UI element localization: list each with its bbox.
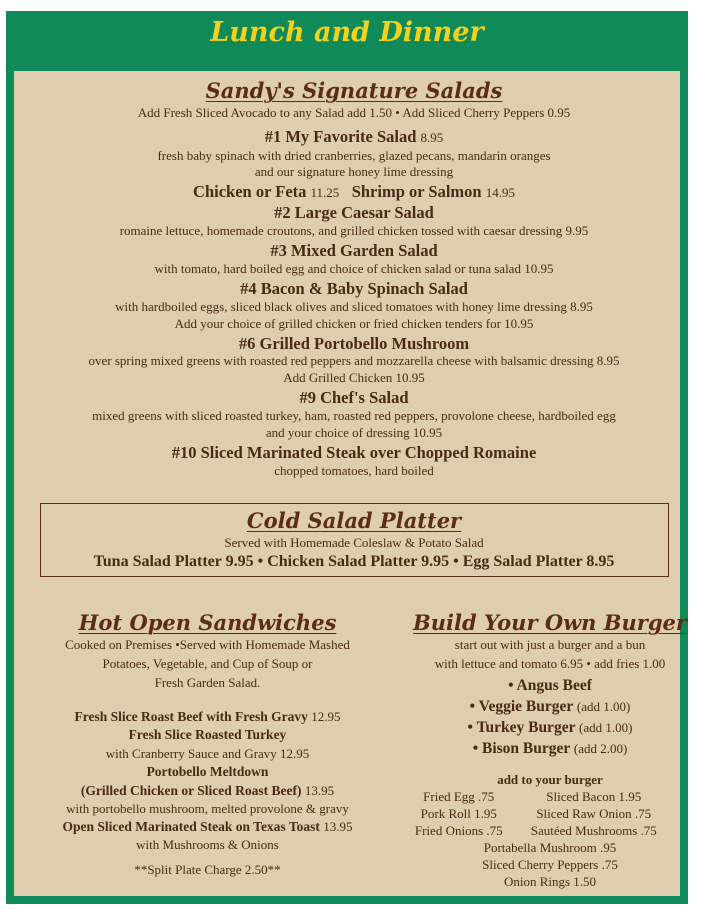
salad-desc: chopped tomatoes, hard boiled <box>274 463 434 478</box>
salad-desc: with hardboiled eggs, sliced black olives and sliced tomatoes with honey lime dressing 8.95 <box>115 299 593 314</box>
addon-item: Onion Rings 1.50 <box>503 874 597 889</box>
salads-heading: Sandy's Signature Salads <box>205 78 503 103</box>
sandwich-name: Open Sliced Marinated Steak on Texas Toast <box>62 819 320 834</box>
burger-addons-heading: add to your burger <box>497 772 603 787</box>
addon-item: Portabella Mushroom .95 <box>483 840 617 855</box>
salad-desc: mixed greens with sliced roasted turkey, ham, roasted red peppers, provolone cheese, hardboiled egg <box>92 408 616 423</box>
burger-option <box>380 740 708 758</box>
burger-addons-table <box>398 788 668 839</box>
sandwich-price: 13.95 <box>323 819 353 834</box>
hot-intro: Cooked on Premises •Served with Homemade Mashed <box>65 637 350 652</box>
burger-option-name: Turkey Burger <box>476 719 576 736</box>
sandwich-steak <box>20 819 395 835</box>
cold-platter-note: Served with Homemade Coleslaw & Potato Salad <box>224 535 484 550</box>
salad-desc: Add Grilled Chicken 10.95 <box>283 370 425 385</box>
menu-banner <box>6 11 688 71</box>
burger-option-name: Veggie Burger <box>478 698 573 715</box>
sandwich-turkey: Fresh Slice Roasted Turkey <box>128 727 287 742</box>
sandwich-sub: (Grilled Chicken or Sliced Roast Beef) <box>80 783 302 798</box>
burger-option-price: (add 2.00) <box>573 741 628 756</box>
sandwich-portobello: Portobello Meltdown <box>146 764 269 779</box>
burger-intro: with lettuce and tomato 6.95 • add fries 1.00 <box>434 656 666 671</box>
protein-option-price: 11.25 <box>310 185 340 200</box>
salad-protein-options <box>0 182 708 202</box>
sandwich-desc: with Mushrooms & Onions <box>136 837 279 852</box>
salad-item-9: #9 Chef's Salad <box>299 388 409 407</box>
salad-name: #1 My Favorite Salad <box>264 127 417 146</box>
salad-item-2: #2 Large Caesar Salad <box>274 203 434 222</box>
hot-intro: Potatoes, Vegetable, and Cup of Soup or <box>102 656 313 671</box>
burger-option-name: Bison Burger <box>482 740 570 757</box>
menu-title: Lunch and Dinner <box>210 17 484 48</box>
burger-option-price: (add 1.00) <box>576 699 631 714</box>
burger-option <box>380 698 708 716</box>
bullet: • <box>472 740 479 757</box>
sandwich-roast-beef <box>20 709 395 725</box>
addon-item: Sliced Raw Onion .75 <box>536 805 652 821</box>
salad-desc: with tomato, hard boiled egg and choice of chicken salad or tuna salad 10.95 <box>154 261 554 276</box>
salad-item-6: #6 Grilled Portobello Mushroom <box>238 334 470 353</box>
addon-row <box>398 822 668 839</box>
protein-option-name: Shrimp or Salmon <box>351 182 482 201</box>
sandwich-desc: with portobello mushroom, melted provolone & gravy <box>66 801 349 816</box>
burger-option <box>380 719 708 737</box>
salad-desc: and our signature honey lime dressing <box>254 164 454 179</box>
addon-row <box>398 805 668 822</box>
hot-intro: Fresh Garden Salad. <box>154 675 261 690</box>
sandwich-name: Fresh Slice Roast Beef with Fresh Gravy <box>74 709 308 724</box>
salad-desc: Add your choice of grilled chicken or fried chicken tenders for 10.95 <box>174 316 534 331</box>
cold-platter-heading: Cold Salad Platter <box>246 508 462 533</box>
salad-item-1 <box>0 127 708 147</box>
burger-heading: Build Your Own Burger <box>413 610 687 635</box>
salad-item-4: #4 Bacon & Baby Spinach Salad <box>240 279 468 298</box>
bullet: • <box>467 719 473 736</box>
addon-row <box>398 788 668 805</box>
protein-option-price: 14.95 <box>485 185 515 200</box>
salad-desc: and your choice of dressing 10.95 <box>265 425 443 440</box>
salad-price: 8.95 <box>420 130 444 145</box>
salad-desc: romaine lettuce, homemade croutons, and grilled chicken tossed with caesar dressing 9.95 <box>119 223 589 238</box>
salad-item-10: #10 Sliced Marinated Steak over Chopped Romaine <box>171 443 537 462</box>
burger-option <box>380 677 708 695</box>
addon-item: Sautéed Mushrooms .75 <box>530 822 657 838</box>
burger-option-name: Angus Beef <box>516 677 592 694</box>
sandwich-portobello-options <box>20 783 395 799</box>
cold-platter-line: Tuna Salad Platter 9.95 • Chicken Salad Platter 9.95 • Egg Salad Platter 8.95 <box>93 553 615 570</box>
protein-option-name: Chicken or Feta <box>193 182 307 201</box>
bullet: • <box>508 677 514 694</box>
bullet: • <box>469 698 476 715</box>
addon-item: Sliced Cherry Peppers .75 <box>482 857 618 872</box>
sandwich-price: 12.95 <box>311 709 341 724</box>
split-plate-charge: **Split Plate Charge 2.50** <box>134 862 281 877</box>
burger-option-price: (add 1.00) <box>579 720 633 735</box>
salad-desc: fresh baby spinach with dried cranberries, glazed pecans, mandarin oranges <box>157 148 551 163</box>
burger-intro: start out with just a burger and a bun <box>454 637 646 652</box>
salad-desc: over spring mixed greens with roasted red peppers and mozzarella cheese with balsamic dressing 8.95 <box>88 353 620 368</box>
sandwich-price: 13.95 <box>304 783 335 798</box>
hot-sandwiches-heading: Hot Open Sandwiches <box>78 610 337 635</box>
salad-item-3: #3 Mixed Garden Salad <box>270 241 438 260</box>
sandwich-desc: with Cranberry Sauce and Gravy 12.95 <box>105 746 310 761</box>
addon-item: Fried Onions .75 <box>414 822 503 838</box>
addon-item: Sliced Bacon 1.95 <box>546 788 642 804</box>
addon-item: Pork Roll 1.95 <box>420 805 497 821</box>
salads-note: Add Fresh Sliced Avocado to any Salad add 1.50 • Add Sliced Cherry Peppers 0.95 <box>137 105 571 120</box>
addon-item: Fried Egg .75 <box>423 788 495 804</box>
